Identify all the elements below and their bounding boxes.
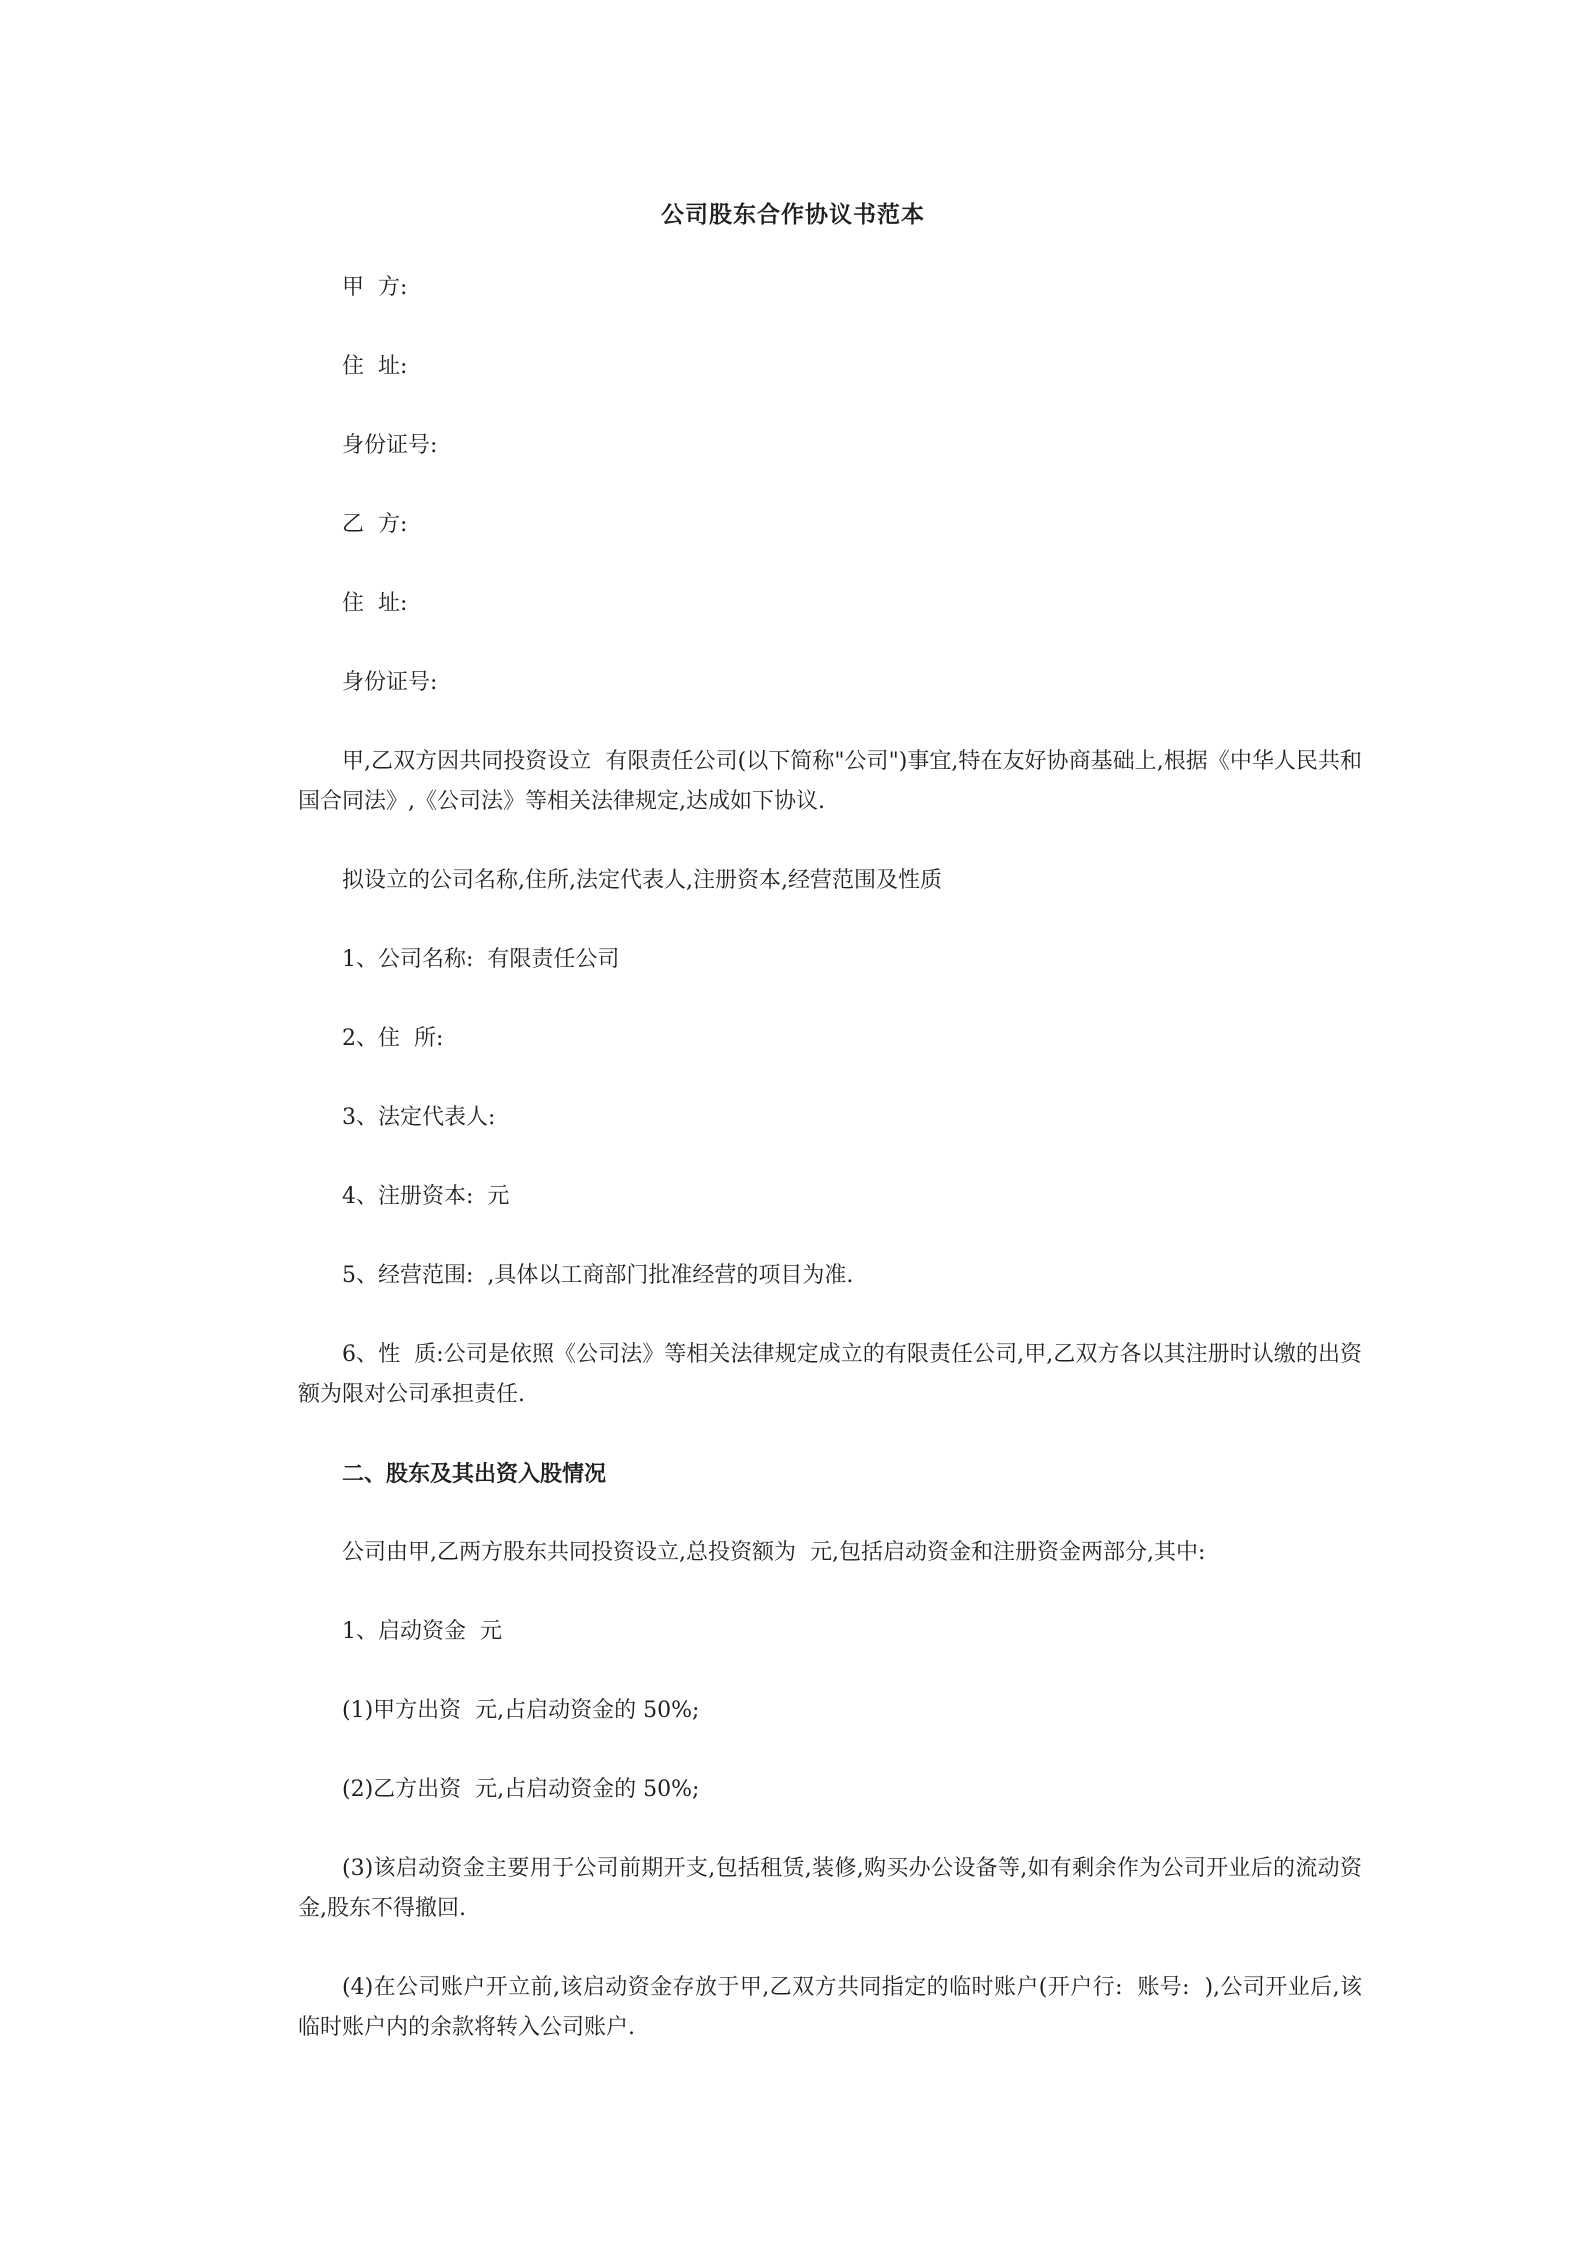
party-a-id-label: 身份证号: bbox=[342, 433, 438, 458]
item-capital-usage: (3)该启动资金主要用于公司前期开支,包括租赁,装修,购买办公设备等,如有剩余作为公司开业后的流动资金,股东不得撤回. bbox=[298, 1856, 1362, 1921]
document-body bbox=[298, 268, 1362, 2087]
item-company-address: 2、住 所: bbox=[342, 1026, 444, 1051]
item-registered-capital: 4、注册资本: 元 bbox=[342, 1184, 510, 1209]
document-title: 公司股东合作协议书范本 bbox=[661, 201, 925, 228]
section-company-info: 拟设立的公司名称,住所,法定代表人,注册资本,经营范围及性质 bbox=[342, 868, 942, 893]
investment-paragraph: 公司由甲,乙两方股东共同投资设立,总投资额为 元,包括启动资金和注册资金两部分,其中: bbox=[342, 1540, 1206, 1565]
item-company-nature: 6、性 质:公司是依照《公司法》等相关法律规定成立的有限责任公司,甲,乙双方各以其注册时认缴的出资额为限对公司承担责任. bbox=[298, 1342, 1362, 1407]
item-temporary-account: (4)在公司账户开立前,该启动资金存放于甲,乙双方共同指定的临时账户(开户行: 账号: ),公司开业后,该临时账户内的余款将转入公司账户. bbox=[298, 1975, 1362, 2040]
party-b-address-label: 住 址: bbox=[342, 591, 408, 616]
item-startup-capital: 1、启动资金 元 bbox=[342, 1619, 502, 1644]
item-company-name: 1、公司名称: 有限责任公司 bbox=[342, 947, 620, 972]
item-party-b-contribution: (2)乙方出资 元,占启动资金的 50%; bbox=[342, 1777, 700, 1802]
party-b-id-label: 身份证号: bbox=[342, 670, 438, 695]
party-a-label: 甲 方: bbox=[342, 275, 408, 300]
party-b-label: 乙 方: bbox=[342, 512, 408, 537]
section-heading-shareholders: 二、股东及其出资入股情况 bbox=[342, 1461, 607, 1487]
item-legal-representative: 3、法定代表人: bbox=[342, 1105, 496, 1130]
party-a-address-label: 住 址: bbox=[342, 354, 408, 379]
item-party-a-contribution: (1)甲方出资 元,占启动资金的 50%; bbox=[342, 1698, 700, 1723]
item-business-scope: 5、经营范围: ,具体以工商部门批准经营的项目为准. bbox=[342, 1263, 854, 1288]
preamble-paragraph: 甲,乙双方因共同投资设立 有限责任公司(以下简称"公司")事宜,特在友好协商基础上,根据《中华人民共和国合同法》,《公司法》等相关法律规定,达成如下协议. bbox=[298, 749, 1362, 814]
